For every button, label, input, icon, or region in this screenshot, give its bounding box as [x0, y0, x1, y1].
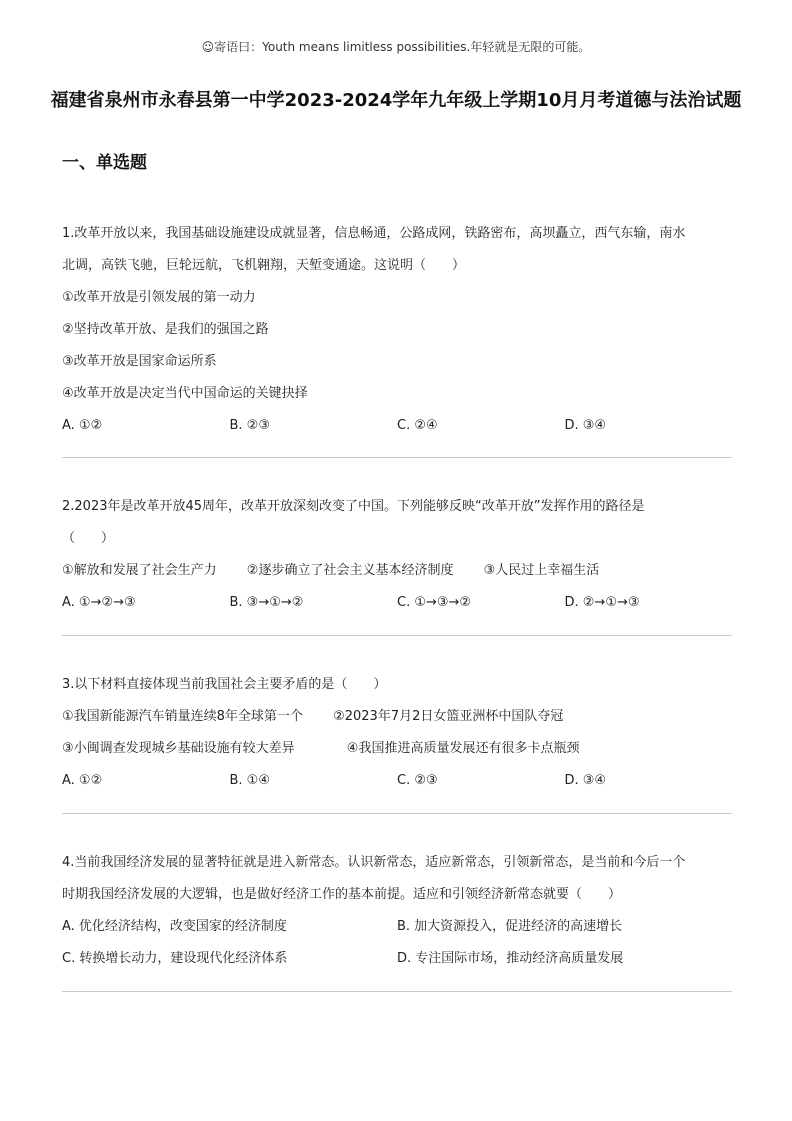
question-stem-line: （ ） [62, 531, 115, 546]
statement-item: ①我国新能源汽车销量连续8年全球第一个 [62, 709, 303, 724]
statement-item: ①改革开放是引领发展的第一动力 [62, 290, 256, 305]
option-c[interactable]: C. 转换增长动力，建设现代化经济体系 [62, 951, 288, 966]
option-d[interactable]: D. 专注国际市场，推动经济高质量发展 [397, 951, 624, 966]
option-c[interactable]: C. ②④ [397, 418, 438, 433]
divider [62, 635, 732, 636]
option-b[interactable]: B. ③→①→② [229, 595, 304, 610]
option-a[interactable]: A. 优化经济结构，改变国家的经济制度 [62, 919, 287, 934]
answer-options [62, 911, 732, 943]
option-a[interactable]: A. ①→②→③ [62, 595, 136, 610]
option-c[interactable]: C. ①→③→② [397, 595, 472, 610]
statement-item: ④我国推进高质量发展还有很多卡点瓶颈 [346, 741, 580, 756]
question-stem-line: 4.当前我国经济发展的显著特征就是进入新常态。认识新常态，适应新常态，引领新常态，是当前和今后一个 [62, 855, 686, 870]
statement-item: ①解放和发展了社会生产力 [62, 563, 217, 578]
question-stem-line: 3.以下材料直接体现当前我国社会主要矛盾的是（ ） [62, 677, 387, 692]
divider [62, 991, 732, 992]
statement-items-row [62, 701, 732, 733]
question-2 [62, 491, 732, 619]
statement-item: ②坚持改革开放、是我们的强国之路 [62, 322, 269, 337]
divider [62, 813, 732, 814]
question-stem-line: 北调，高铁飞驰，巨轮远航，飞机翱翔，天堑变通途。这说明（ ） [62, 258, 466, 273]
question-4 [62, 847, 732, 975]
statement-item: ②逐步确立了社会主义基本经济制度 [246, 563, 454, 578]
option-c[interactable]: C. ②③ [397, 773, 438, 788]
statement-item: ②2023年7月2日女篮亚洲杯中国队夺冠 [333, 709, 564, 724]
statement-items-row [62, 733, 732, 765]
divider [62, 457, 732, 458]
option-a[interactable]: A. ①② [62, 773, 103, 788]
option-d[interactable]: D. ③④ [564, 773, 607, 788]
option-b[interactable]: B. ②③ [229, 418, 270, 433]
option-b[interactable]: B. 加大资源投入，促进经济的高速增长 [397, 919, 623, 934]
page-title: 福建省泉州市永春县第一中学2023-2024学年九年级上学期10月月考道德与法治试题 [50, 90, 742, 111]
answer-options [62, 943, 732, 975]
option-b[interactable]: B. ①④ [229, 773, 270, 788]
option-d[interactable]: D. ③④ [564, 418, 607, 433]
answer-options [62, 765, 732, 797]
statement-item: ③改革开放是国家命运所系 [62, 354, 217, 369]
statement-items-row [62, 555, 732, 587]
question-stem-line: 2.2023年是改革开放45周年，改革开放深刻改变了中国。下列能够反映“改革开放”发挥作用的路径是 [62, 499, 645, 514]
option-a[interactable]: A. ①② [62, 418, 103, 433]
answer-options [62, 410, 732, 442]
question-stem-line: 时期我国经济发展的大逻辑，也是做好经济工作的基本前提。适应和引领经济新常态就要（ ） [62, 887, 622, 902]
header-motto: ☺寄语曰：Youth means limitless possibilities.年轻就是无限的可能。 [201, 40, 591, 54]
option-d[interactable]: D. ②→①→③ [564, 595, 640, 610]
statement-item: ④改革开放是决定当代中国命运的关键抉择 [62, 386, 308, 401]
question-1 [62, 218, 732, 442]
question-3 [62, 669, 732, 797]
answer-options [62, 587, 732, 619]
statement-item: ③人民过上幸福生活 [483, 563, 600, 578]
statement-item: ③小闽调查发现城乡基础设施有较大差异 [62, 741, 295, 756]
question-stem-line: 1.改革开放以来，我国基础设施建设成就显著，信息畅通，公路成网，铁路密布，高坝矗立，西气东输，南水 [62, 226, 686, 241]
section-heading: 一、单选题 [62, 153, 147, 173]
